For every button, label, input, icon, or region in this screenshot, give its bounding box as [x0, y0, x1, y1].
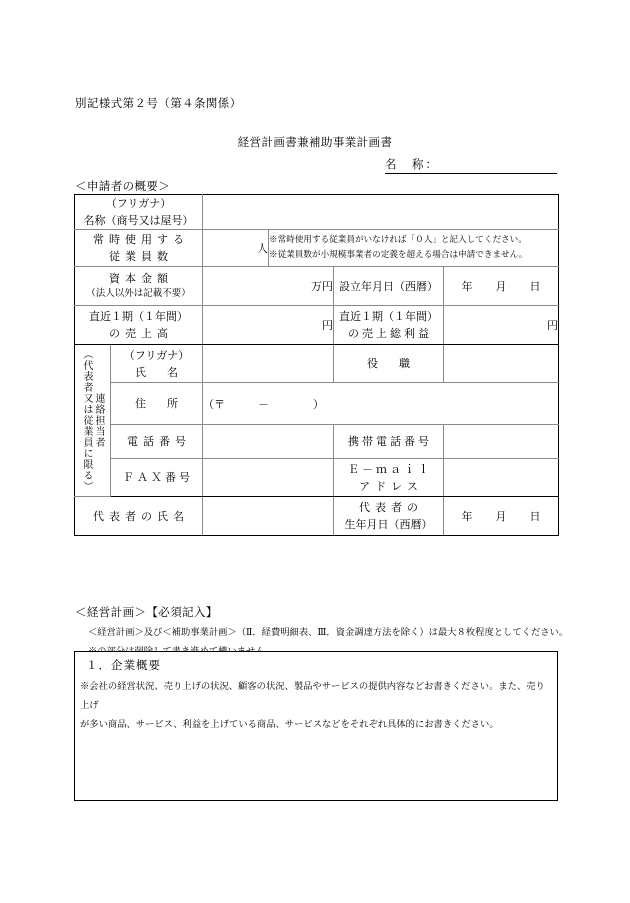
- applicant-name-label: 名 称：: [385, 157, 439, 171]
- label-contact-furigana: （フリガナ）: [123, 348, 190, 362]
- table-row-capital: [75, 267, 559, 306]
- company-overview-instructions: [80, 677, 552, 734]
- employees-notes: [269, 230, 559, 267]
- input-founded-date[interactable]: 年 月 日: [444, 267, 559, 306]
- form-number: 別記様式第２号（第４条関係）: [75, 96, 242, 110]
- employees-unit: 人: [257, 241, 268, 255]
- table-row-contact-name: [75, 345, 559, 383]
- label-birth-line1: 代表者の: [359, 501, 423, 515]
- label-sales: [75, 306, 203, 345]
- input-sales-amount[interactable]: [203, 306, 334, 345]
- contact-vertical-line1: 連絡担当者: [93, 393, 104, 449]
- label-employees-line2: 従業員数: [109, 250, 173, 264]
- label-position: 役 職: [334, 345, 444, 383]
- contact-vertical-line2: （代表者又は従業員に限る）: [81, 349, 92, 493]
- input-contact-name[interactable]: [203, 345, 334, 383]
- label-fax: ＦＡＸ番号: [111, 459, 203, 497]
- label-email-line2: アドレス: [359, 479, 423, 493]
- input-fax[interactable]: [203, 459, 334, 497]
- applicant-section-heading: ＜申請者の概要＞: [75, 179, 171, 193]
- label-employees-line1: 常時使用する: [93, 233, 189, 247]
- label-founded-date: 設立年月日（西暦）: [334, 267, 444, 306]
- address-postal-code: （〒 － ）: [203, 397, 324, 411]
- label-sales-line2: の売上高: [109, 327, 173, 341]
- label-contact-person-vertical: [75, 345, 111, 497]
- label-company-name: 名称（商号又は屋号）: [83, 214, 194, 228]
- label-capital-line2: （法人以外は記載不要）: [86, 288, 191, 300]
- label-furigana-name: [75, 195, 203, 230]
- label-capital-line1: 資本金額: [109, 272, 173, 286]
- label-birth-line2: 生年月日（西暦）: [344, 518, 433, 532]
- input-address[interactable]: [203, 383, 559, 425]
- company-overview-title: １．企業概要: [86, 658, 161, 672]
- label-gross-line1: 直近１期（１年間）: [339, 310, 438, 324]
- label-furigana: （フリガナ）: [105, 197, 172, 210]
- input-position[interactable]: [444, 345, 559, 383]
- input-company-name[interactable]: [203, 195, 559, 230]
- label-gross-line2: の売上総利益: [348, 327, 432, 341]
- overview-instruction-line2: が多い商品、サービス、利益を上げている商品、サービスなどをそれぞれ具体的にお書きください。: [80, 719, 499, 731]
- label-representative-name: 代表者の氏名: [75, 497, 203, 536]
- gross-unit: 円: [547, 318, 558, 332]
- document-title: 経営計画書兼補助事業計画書: [237, 135, 393, 149]
- input-gross-profit[interactable]: [444, 306, 559, 345]
- label-employees: [75, 230, 203, 267]
- capital-unit: 万円: [311, 279, 333, 293]
- label-contact-name: [111, 345, 203, 383]
- input-representative-name[interactable]: [203, 497, 334, 536]
- input-representative-birthdate[interactable]: 年 月 日: [444, 497, 559, 536]
- input-email[interactable]: [444, 459, 559, 497]
- input-capital-amount[interactable]: [203, 267, 334, 306]
- label-address: 住 所: [111, 383, 203, 425]
- table-row-fax: [75, 459, 559, 497]
- label-contact-fullname: 氏 名: [135, 365, 183, 379]
- label-representative-birthdate: [334, 497, 444, 536]
- table-row-address: [75, 383, 559, 425]
- input-mobile-phone[interactable]: [444, 425, 559, 459]
- applicant-name-field[interactable]: [385, 156, 557, 174]
- applicant-overview-table: [74, 194, 559, 536]
- input-employees-count[interactable]: [203, 230, 269, 267]
- table-row-sales: [75, 306, 559, 345]
- label-mobile-phone: 携帯電話番号: [334, 425, 444, 459]
- plan-note-page-limit: ＜経営計画＞及び＜補助事業計画＞（Ⅱ．経費明細表、Ⅲ．資金調達方法を除く）は最大８枚程度としてください。: [88, 627, 569, 638]
- employees-note-1: ※常時使用する従業員がいなければ「０人」と記入してください。: [269, 235, 527, 246]
- label-capital: [75, 267, 203, 306]
- sales-unit: 円: [322, 318, 333, 332]
- table-row-employees: [75, 230, 559, 267]
- overview-instruction-line1: ※会社の経営状況、売り上げの状況、顧客の状況、製品やサービスの提供内容などお書きください。また、売り上げ: [80, 681, 545, 712]
- table-row-representative: [75, 497, 559, 536]
- label-email-line1: Ｅ－ｍａｉｌ: [348, 462, 432, 476]
- table-row-phone: [75, 425, 559, 459]
- plan-section-heading: ＜経営計画＞【必須記入】: [75, 605, 218, 619]
- table-row-furigana-name: [75, 195, 559, 230]
- label-gross-profit: [334, 306, 444, 345]
- label-phone: 電話番号: [111, 425, 203, 459]
- label-sales-line1: 直近１期（１年間）: [89, 310, 188, 324]
- label-email: [334, 459, 444, 497]
- employees-note-2: ※従業員数が小規模事業者の定義を超える場合は申請できません。: [269, 250, 528, 261]
- input-phone[interactable]: [203, 425, 334, 459]
